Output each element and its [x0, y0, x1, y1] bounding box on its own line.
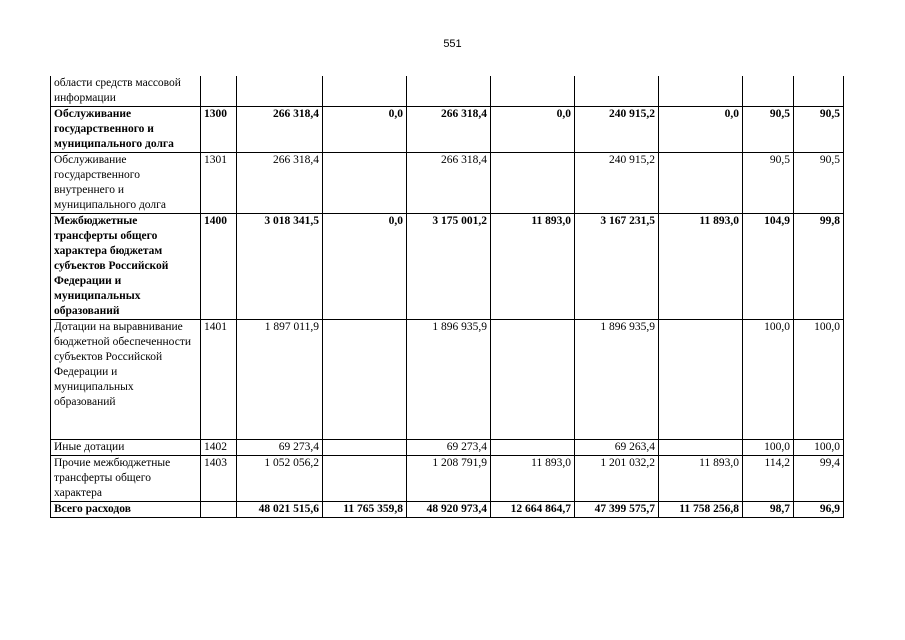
percent-plan-cell: 104,9 — [743, 214, 794, 320]
percent-revised-cell: 100,0 — [794, 320, 844, 440]
revised-total-cell: 3 175 001,2 — [407, 214, 491, 320]
executed-total-cell: 1 896 935,9 — [575, 320, 659, 440]
plan-total-cell: 1 052 056,2 — [237, 456, 323, 502]
percent-revised-cell — [794, 76, 844, 107]
executed-subventions-cell: 0,0 — [659, 107, 743, 153]
revised-subventions-cell — [491, 440, 575, 456]
plan-subventions-cell — [323, 320, 407, 440]
percent-revised-cell: 99,4 — [794, 456, 844, 502]
table-row — [51, 107, 844, 153]
executed-subventions-cell: 11 893,0 — [659, 214, 743, 320]
row-name-cell: Всего расходов — [51, 502, 201, 518]
percent-revised-cell: 90,5 — [794, 107, 844, 153]
revised-total-cell: 266 318,4 — [407, 107, 491, 153]
plan-subventions-cell — [323, 440, 407, 456]
plan-total-cell: 48 021 515,6 — [237, 502, 323, 518]
table-row — [51, 320, 844, 440]
row-name-cell: Дотации на выравнивание бюджетной обеспеченности субъектов Российской Федерации и муниципальных образований — [51, 320, 201, 440]
page-number: 551 — [443, 38, 462, 50]
percent-plan-cell — [743, 76, 794, 107]
plan-total-cell: 266 318,4 — [237, 153, 323, 214]
executed-total-cell: 1 201 032,2 — [575, 456, 659, 502]
row-name-cell: Обслуживание государственного и муниципального долга — [51, 107, 201, 153]
row-code-cell: 1400 — [201, 214, 237, 320]
percent-plan-cell: 100,0 — [743, 440, 794, 456]
executed-subventions-cell — [659, 440, 743, 456]
row-name-cell: Иные дотации — [51, 440, 201, 456]
revised-subventions-cell — [491, 153, 575, 214]
plan-total-cell: 1 897 011,9 — [237, 320, 323, 440]
row-code-cell — [201, 502, 237, 518]
plan-total-cell: 266 318,4 — [237, 107, 323, 153]
executed-subventions-cell — [659, 320, 743, 440]
table-row — [51, 440, 844, 456]
percent-revised-cell: 96,9 — [794, 502, 844, 518]
plan-subventions-cell: 0,0 — [323, 214, 407, 320]
row-code-cell: 1402 — [201, 440, 237, 456]
revised-subventions-cell — [491, 76, 575, 107]
percent-revised-cell: 99,8 — [794, 214, 844, 320]
percent-revised-cell: 90,5 — [794, 153, 844, 214]
percent-revised-cell: 100,0 — [794, 440, 844, 456]
revised-subventions-cell: 0,0 — [491, 107, 575, 153]
executed-total-cell — [575, 76, 659, 107]
percent-plan-cell: 98,7 — [743, 502, 794, 518]
row-code-cell: 1300 — [201, 107, 237, 153]
executed-subventions-cell: 11 893,0 — [659, 456, 743, 502]
executed-total-cell: 47 399 575,7 — [575, 502, 659, 518]
plan-total-cell: 3 018 341,5 — [237, 214, 323, 320]
plan-total-cell: 69 273,4 — [237, 440, 323, 456]
plan-subventions-cell — [323, 456, 407, 502]
executed-subventions-cell — [659, 153, 743, 214]
row-code-cell — [201, 76, 237, 107]
table-row — [51, 214, 844, 320]
row-name-cell: Обслуживание государственного внутреннего и муниципального долга — [51, 153, 201, 214]
executed-total-cell: 3 167 231,5 — [575, 214, 659, 320]
executed-total-cell: 240 915,2 — [575, 153, 659, 214]
percent-plan-cell: 114,2 — [743, 456, 794, 502]
plan-subventions-cell: 0,0 — [323, 107, 407, 153]
revised-subventions-cell — [491, 320, 575, 440]
plan-total-cell — [237, 76, 323, 107]
revised-total-cell: 69 273,4 — [407, 440, 491, 456]
plan-subventions-cell — [323, 153, 407, 214]
budget-table — [50, 76, 844, 518]
revised-subventions-cell: 12 664 864,7 — [491, 502, 575, 518]
revised-subventions-cell: 11 893,0 — [491, 456, 575, 502]
plan-subventions-cell — [323, 76, 407, 107]
revised-total-cell: 1 208 791,9 — [407, 456, 491, 502]
revised-total-cell: 266 318,4 — [407, 153, 491, 214]
revised-total-cell: 1 896 935,9 — [407, 320, 491, 440]
row-name-cell: Межбюджетные трансферты общего характера бюджетам субъектов Российской Федерации и муниципальных образований — [51, 214, 201, 320]
percent-plan-cell: 90,5 — [743, 107, 794, 153]
row-code-cell: 1401 — [201, 320, 237, 440]
table-row — [51, 153, 844, 214]
revised-total-cell: 48 920 973,4 — [407, 502, 491, 518]
executed-total-cell: 69 263,4 — [575, 440, 659, 456]
revised-subventions-cell: 11 893,0 — [491, 214, 575, 320]
revised-total-cell — [407, 76, 491, 107]
percent-plan-cell: 90,5 — [743, 153, 794, 214]
row-name-cell: Прочие межбюджетные трансферты общего характера — [51, 456, 201, 502]
table-row — [51, 502, 844, 518]
plan-subventions-cell: 11 765 359,8 — [323, 502, 407, 518]
budget-table-body — [51, 76, 844, 518]
executed-subventions-cell: 11 758 256,8 — [659, 502, 743, 518]
percent-plan-cell: 100,0 — [743, 320, 794, 440]
row-name-cell: области средств массовой информации — [51, 76, 201, 107]
row-code-cell: 1403 — [201, 456, 237, 502]
executed-subventions-cell — [659, 76, 743, 107]
executed-total-cell: 240 915,2 — [575, 107, 659, 153]
row-code-cell: 1301 — [201, 153, 237, 214]
table-row — [51, 456, 844, 502]
table-row — [51, 76, 844, 107]
